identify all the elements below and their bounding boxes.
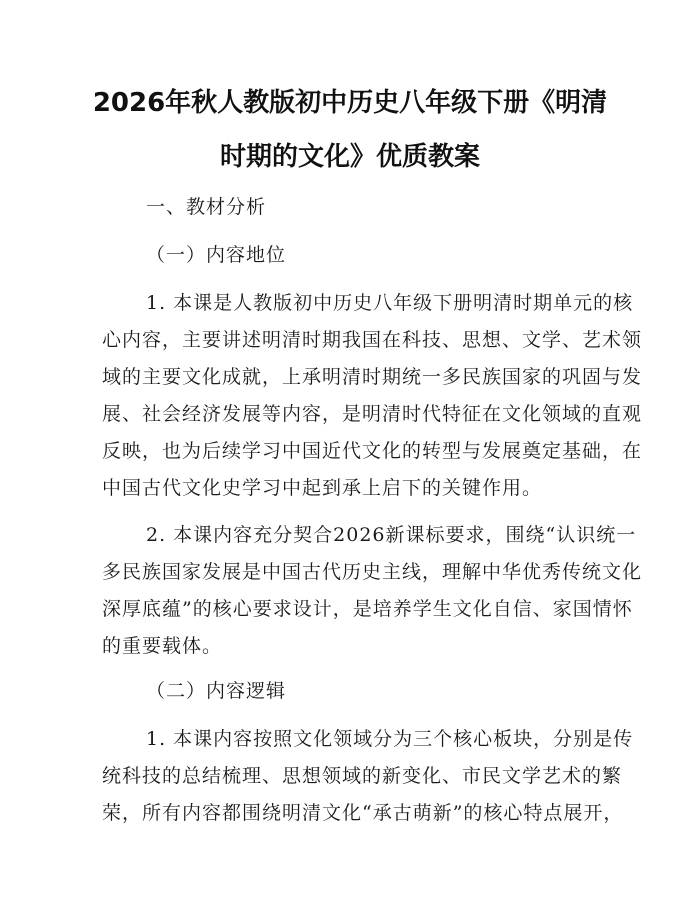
paragraph-line: 的重要载体。	[102, 635, 223, 657]
paragraph-line: 多民族国家发展是中国古代历史主线，理解中华优秀传统文化	[102, 561, 643, 583]
subsection-heading-logic: （二）内容逻辑	[146, 680, 287, 702]
paragraph-line: 1. 本课是人教版初中历史八年级下册明清时期单元的核	[146, 292, 634, 314]
document-title-line-2: 时期的文化》优质教案	[219, 142, 480, 172]
section-heading-analysis: 一、教材分析	[146, 196, 267, 218]
paragraph-line: 心内容，主要讲述明清时期我国在科技、思想、文学、艺术领	[102, 329, 643, 351]
paragraph-line: 域的主要文化成就，上承明清时期统一多民族国家的巩固与发	[102, 366, 643, 388]
paragraph-line: 2. 本课内容充分契合2026新课标要求，围绕“认识统一	[146, 524, 637, 546]
paragraph-line: 展、社会经济发展等内容，是明清时代特征在文化领域的直观	[102, 403, 643, 425]
paragraph-line: 反映，也为后续学习中国近代文化的转型与发展奠定基础，在	[102, 440, 643, 462]
paragraph-line: 深厚底蕴”的核心要求设计，是培养学生文化自信、家国情怀	[102, 598, 633, 620]
paragraph-line: 统科技的总结梳理、思想领域的新变化、市民文学艺术的繁	[102, 765, 623, 787]
document-title-line-1: 2026年秋人教版初中历史八年级下册《明清	[92, 88, 608, 118]
paragraph-line: 1. 本课内容按照文化领域分为三个核心板块，分别是传	[146, 728, 634, 750]
paragraph-line: 中国古代文化史学习中起到承上启下的关键作用。	[102, 477, 543, 499]
subsection-heading-position: （一）内容地位	[146, 244, 287, 266]
paragraph-line: 荣，所有内容都围绕明清文化“承古萌新”的核心特点展开，	[102, 802, 624, 824]
